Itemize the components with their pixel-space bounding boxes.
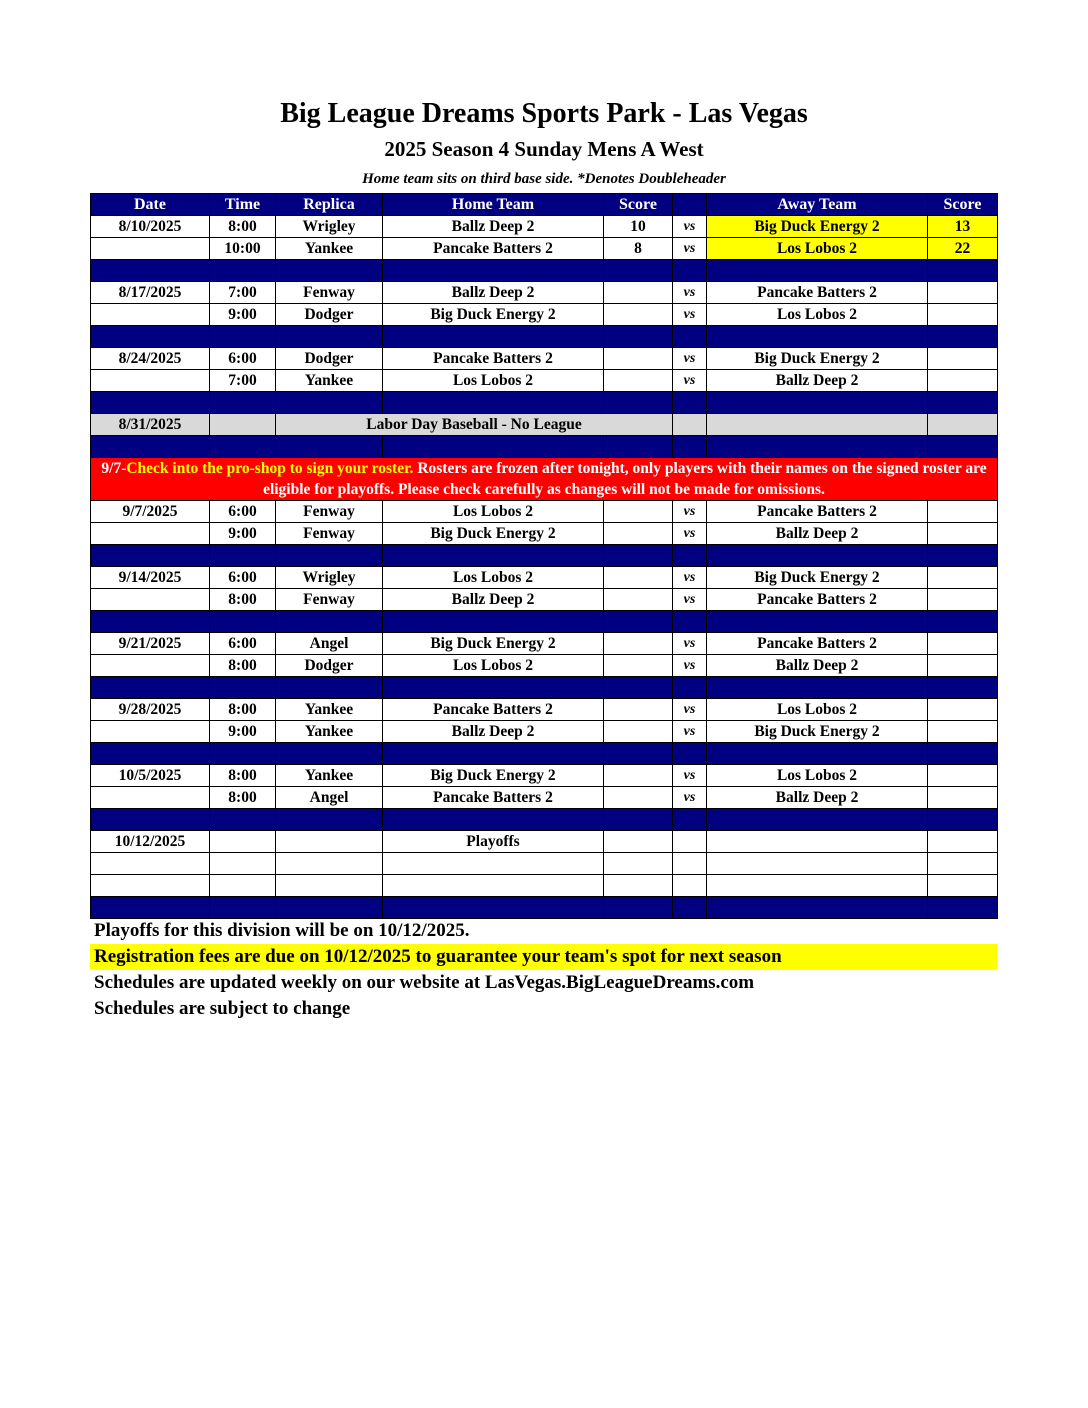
- labor-day-text: Labor Day Baseball - No League: [276, 414, 673, 436]
- cell-home-score: [604, 699, 673, 721]
- cell-date: [91, 721, 210, 743]
- footer-line: Schedules are subject to change: [94, 998, 351, 1019]
- cell-field: Dodger: [276, 304, 383, 326]
- table-row: [91, 589, 998, 611]
- cell-vs: vs: [673, 765, 707, 787]
- cell-field: Yankee: [276, 699, 383, 721]
- cell-home-team: Los Lobos 2: [383, 567, 604, 589]
- cell-home-score: [604, 523, 673, 545]
- cell-away-score: [928, 633, 998, 655]
- cell-date: 8/31/2025: [91, 414, 210, 436]
- cell-vs: vs: [673, 633, 707, 655]
- cell-date: 9/21/2025: [91, 633, 210, 655]
- cell-field: Fenway: [276, 523, 383, 545]
- separator-row: [91, 611, 998, 633]
- cell-home-score: [604, 567, 673, 589]
- cell-home-score: [604, 348, 673, 370]
- footer-playoffs-note: [90, 920, 997, 942]
- cell-vs: vs: [673, 501, 707, 523]
- separator-row: [91, 392, 998, 414]
- col-time-header: Time: [210, 194, 276, 216]
- cell-vs: vs: [673, 304, 707, 326]
- footer-line: Schedules are updated weekly on our website at LasVegas.BigLeagueDreams.com: [94, 972, 755, 993]
- page-note: Home team sits on third base side. *Denotes Doubleheader: [362, 171, 726, 187]
- cell-time: 9:00: [210, 304, 276, 326]
- cell-date: [91, 370, 210, 392]
- cell-home-team: Ballz Deep 2: [383, 589, 604, 611]
- separator-row: [91, 436, 998, 458]
- cell-away-score: [928, 348, 998, 370]
- cell-date: [91, 238, 210, 260]
- cell-home-team: Big Duck Energy 2: [383, 765, 604, 787]
- col-replica-header: Replica: [276, 194, 383, 216]
- cell-date: 9/14/2025: [91, 567, 210, 589]
- roster-notice: [91, 458, 998, 501]
- cell-away-team: Big Duck Energy 2: [707, 721, 928, 743]
- cell-away-team: Ballz Deep 2: [707, 523, 928, 545]
- cell-field: Yankee: [276, 765, 383, 787]
- cell-field: Angel: [276, 787, 383, 809]
- page-subtitle: 2025 Season 4 Sunday Mens A West: [384, 137, 704, 161]
- col-date-header: Date: [91, 194, 210, 216]
- cell-home-score: [604, 304, 673, 326]
- cell-away-score: [928, 699, 998, 721]
- footer-line: Registration fees are due on 10/12/2025 to guarantee your team's spot for next season: [94, 946, 782, 967]
- cell-field: Yankee: [276, 238, 383, 260]
- col-away-team-header: Away Team: [707, 194, 928, 216]
- cell-away-score: [928, 765, 998, 787]
- cell-home-score: 10: [604, 216, 673, 238]
- cell-home-team: Los Lobos 2: [383, 501, 604, 523]
- cell-away-team: Pancake Batters 2: [707, 501, 928, 523]
- page-title: Big League Dreams Sports Park - Las Vegas: [280, 98, 808, 129]
- footer-change-note: [90, 998, 997, 1020]
- cell-away-team: Big Duck Energy 2: [707, 348, 928, 370]
- cell-away-score: [928, 589, 998, 611]
- cell-field: Fenway: [276, 589, 383, 611]
- cell-away-team: Pancake Batters 2: [707, 589, 928, 611]
- table-row: [91, 348, 998, 370]
- cell-home-score: [604, 370, 673, 392]
- cell-away-score: [928, 304, 998, 326]
- table-header-row: [91, 194, 998, 216]
- cell-vs: vs: [673, 348, 707, 370]
- cell-home-team: Ballz Deep 2: [383, 216, 604, 238]
- cell-away-score: [928, 655, 998, 677]
- cell-date: [91, 787, 210, 809]
- cell-field: Angel: [276, 633, 383, 655]
- cell-home-score: [604, 501, 673, 523]
- cell-away-score: [928, 523, 998, 545]
- table-row: [91, 567, 998, 589]
- cell-vs: vs: [673, 238, 707, 260]
- cell-away-team: Pancake Batters 2: [707, 633, 928, 655]
- cell-home-team: Pancake Batters 2: [383, 699, 604, 721]
- table-row: [91, 238, 998, 260]
- table-row: [91, 216, 998, 238]
- cell-away-team: Ballz Deep 2: [707, 655, 928, 677]
- separator-row: [91, 545, 998, 567]
- cell-away-score: [928, 370, 998, 392]
- separator-row: [91, 743, 998, 765]
- cell-away-team: Ballz Deep 2: [707, 787, 928, 809]
- table-row: [91, 699, 998, 721]
- cell-time: 9:00: [210, 523, 276, 545]
- table-row: [91, 304, 998, 326]
- notice-highlight: Check into the pro-shop to sign your roster.: [126, 460, 414, 477]
- cell-time: 8:00: [210, 699, 276, 721]
- cell-date: 8/17/2025: [91, 282, 210, 304]
- playoffs-row: [91, 831, 998, 853]
- cell-vs: vs: [673, 216, 707, 238]
- cell-date: 8/10/2025: [91, 216, 210, 238]
- empty-row: [91, 875, 998, 897]
- cell-date: 10/5/2025: [91, 765, 210, 787]
- cell-home-team: Big Duck Energy 2: [383, 523, 604, 545]
- cell-time: 8:00: [210, 787, 276, 809]
- footer-registration-note: [90, 944, 997, 970]
- table-row: [91, 721, 998, 743]
- cell-away-team: Big Duck Energy 2: [707, 567, 928, 589]
- cell-date: [91, 304, 210, 326]
- cell-vs: vs: [673, 721, 707, 743]
- cell-date: 10/12/2025: [91, 831, 210, 853]
- col-vs-header: [673, 194, 707, 216]
- cell-time: 6:00: [210, 348, 276, 370]
- cell-home-team: Big Duck Energy 2: [383, 633, 604, 655]
- cell-home-score: [604, 787, 673, 809]
- cell-away-score: [928, 567, 998, 589]
- cell-away-team: Los Lobos 2: [707, 699, 928, 721]
- separator-row: [91, 809, 998, 831]
- cell-field: Fenway: [276, 282, 383, 304]
- footer-website-note: [90, 972, 997, 994]
- separator-row: [91, 326, 998, 348]
- cell-date: 9/28/2025: [91, 699, 210, 721]
- cell-time: 7:00: [210, 370, 276, 392]
- cell-field: Dodger: [276, 655, 383, 677]
- cell-home-score: [604, 765, 673, 787]
- cell-vs: vs: [673, 370, 707, 392]
- cell-home-score: [604, 655, 673, 677]
- cell-home-team: Pancake Batters 2: [383, 238, 604, 260]
- cell-field: Dodger: [276, 348, 383, 370]
- cell-vs: vs: [673, 589, 707, 611]
- cell-home-score: [604, 633, 673, 655]
- cell-home-score: [604, 589, 673, 611]
- cell-vs: vs: [673, 699, 707, 721]
- cell-time: 6:00: [210, 633, 276, 655]
- playoffs-label: Playoffs: [383, 831, 604, 853]
- cell-away-score: 13: [928, 216, 998, 238]
- cell-field: Yankee: [276, 370, 383, 392]
- cell-home-team: Los Lobos 2: [383, 370, 604, 392]
- separator-row: [91, 260, 998, 282]
- cell-time: 7:00: [210, 282, 276, 304]
- cell-away-team: Big Duck Energy 2: [707, 216, 928, 238]
- cell-time: 9:00: [210, 721, 276, 743]
- roster-notice-row: [91, 458, 998, 501]
- cell-field: Fenway: [276, 501, 383, 523]
- cell-home-score: [604, 282, 673, 304]
- cell-date: 9/7/2025: [91, 501, 210, 523]
- cell-time: 8:00: [210, 655, 276, 677]
- cell-vs: vs: [673, 282, 707, 304]
- table-row: [91, 282, 998, 304]
- table-row: [91, 765, 998, 787]
- cell-away-team: Los Lobos 2: [707, 765, 928, 787]
- cell-home-team: Big Duck Energy 2: [383, 304, 604, 326]
- cell-vs: vs: [673, 567, 707, 589]
- table-row: [91, 787, 998, 809]
- cell-away-team: Pancake Batters 2: [707, 282, 928, 304]
- cell-time: 8:00: [210, 765, 276, 787]
- cell-date: [91, 589, 210, 611]
- cell-away-team: Los Lobos 2: [707, 238, 928, 260]
- footer-line: Playoffs for this division will be on 10/12/2025.: [94, 920, 470, 941]
- cell-vs: vs: [673, 787, 707, 809]
- cell-vs: vs: [673, 523, 707, 545]
- cell-home-team: Pancake Batters 2: [383, 348, 604, 370]
- labor-day-row: [91, 414, 998, 436]
- cell-time: 10:00: [210, 238, 276, 260]
- table-row: [91, 523, 998, 545]
- cell-time: 6:00: [210, 567, 276, 589]
- table-row: [91, 501, 998, 523]
- cell-time: 8:00: [210, 216, 276, 238]
- col-home-team-header: Home Team: [383, 194, 604, 216]
- cell-date: [91, 523, 210, 545]
- cell-away-team: Ballz Deep 2: [707, 370, 928, 392]
- separator-row: [91, 677, 998, 699]
- cell-field: Yankee: [276, 721, 383, 743]
- cell-away-score: 22: [928, 238, 998, 260]
- cell-time: 6:00: [210, 501, 276, 523]
- cell-home-team: Los Lobos 2: [383, 655, 604, 677]
- notice-prefix: 9/7-: [101, 460, 127, 477]
- cell-home-score: [604, 721, 673, 743]
- table-row: [91, 633, 998, 655]
- cell-home-score: 8: [604, 238, 673, 260]
- cell-home-team: Pancake Batters 2: [383, 787, 604, 809]
- separator-row: [91, 897, 998, 919]
- cell-time: 8:00: [210, 589, 276, 611]
- cell-away-score: [928, 787, 998, 809]
- table-row: [91, 370, 998, 392]
- cell-date: [91, 655, 210, 677]
- col-home-score-header: Score: [604, 194, 673, 216]
- cell-home-team: Ballz Deep 2: [383, 721, 604, 743]
- cell-away-team: Los Lobos 2: [707, 304, 928, 326]
- cell-vs: vs: [673, 655, 707, 677]
- cell-field: Wrigley: [276, 216, 383, 238]
- cell-field: Wrigley: [276, 567, 383, 589]
- cell-away-score: [928, 501, 998, 523]
- cell-away-score: [928, 721, 998, 743]
- table-row: [91, 655, 998, 677]
- cell-home-team: Ballz Deep 2: [383, 282, 604, 304]
- cell-away-score: [928, 282, 998, 304]
- notice-rest: Rosters are frozen after tonight, only players with their names on the signed roster are eligible for playoffs. Please check carefully as changes will not be made for omissions.: [263, 460, 987, 498]
- empty-row: [91, 853, 998, 875]
- schedule-table: [90, 193, 998, 919]
- cell-date: 8/24/2025: [91, 348, 210, 370]
- col-away-score-header: Score: [928, 194, 998, 216]
